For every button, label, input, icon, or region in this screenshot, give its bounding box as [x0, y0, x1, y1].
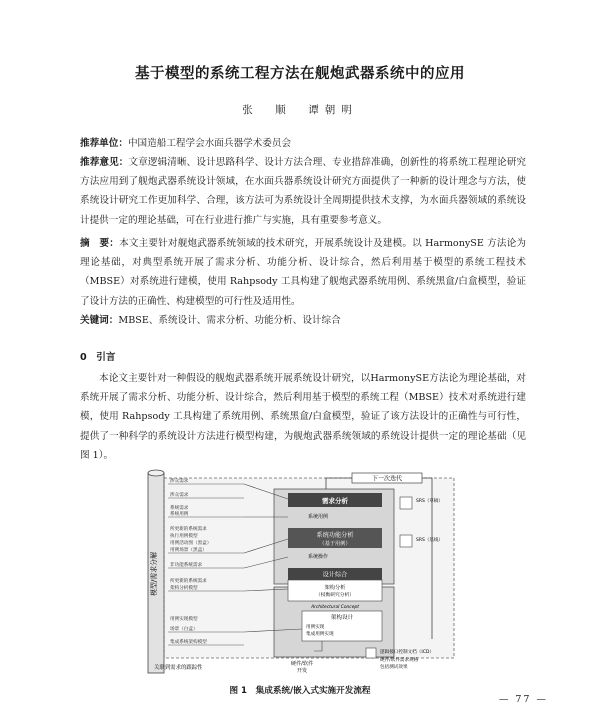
srs-draft-label: SRS（草稿） [416, 499, 443, 504]
left-item: 集成系统架构模型 [170, 640, 207, 645]
left-item: 架构分析模型 [170, 586, 198, 591]
req-tree-label: 模型/需求分解 [150, 551, 158, 597]
recommend-unit [80, 134, 526, 153]
req-analysis-label: 需求分析 [322, 497, 348, 505]
left-item: 用例实现模型 [170, 617, 198, 622]
srs-baseline-doc-icon [400, 535, 412, 547]
left-item: 系统需求 [170, 506, 189, 511]
next-iteration-label: 下一次迭代 [371, 475, 403, 483]
abstract-label: 摘 要： [80, 238, 120, 249]
recommend-unit-text: 中国造船工程学会水面兵器学术委员会 [127, 138, 292, 149]
func-analysis-sub: （基于用例） [319, 541, 351, 547]
arch-analysis-sub: （权衡研究分析） [315, 593, 355, 598]
icd-doc-icon [366, 648, 376, 658]
sys-ops-label: 系统操作 [308, 554, 329, 560]
paper-title: 基于模型的系统工程方法在舰炮武器系统中的应用 [135, 66, 465, 82]
recommend-opinion-text: 文章逻辑清晰、设计思路科学、设计方法合理、专业措辞准确，创新性的将系统工程理论研究方法应用到了舰炮武器系统设计领域，在水面兵器系统设计研究方面提供了一种新的设计理念与方法，使系统设计研究工作更加科学、合理，该方法可为系统设计全周期提供技术支撑，为水面兵器领域的系统设计提供一定的理论基础，可在行业进行推广与实施，具有重要参考意义。 [80, 157, 527, 226]
srs-draft-doc-icon [400, 497, 412, 509]
caption-label: 图 1 [229, 686, 248, 696]
srs-baseline-label: SRS（基线） [416, 538, 443, 543]
abstract [80, 234, 526, 311]
figure-1 [134, 469, 466, 676]
arch-design-item: 用例实现 [306, 625, 325, 630]
left-item: 场景（白盒） [170, 627, 198, 632]
left-item: 系统用例 [170, 512, 189, 517]
paper-authors: 张 顺 谭朝明 [242, 104, 358, 116]
design-synth-label: 设计综合 [322, 571, 348, 579]
left-item: 非功能系统需求 [170, 563, 203, 568]
arch-design-label: 架构设计 [330, 615, 354, 621]
left-item: 用例场景（黑盒） [170, 548, 207, 553]
caption-text: 集成系统/嵌入式实施开发流程 [255, 686, 371, 696]
arch-analysis-label: 架构分析 [324, 585, 346, 591]
recommend-unit-label: 推荐单位： [80, 138, 128, 149]
sys-usecase-label: 系统用例 [308, 514, 329, 520]
left-item: 涉众需求 [170, 493, 189, 498]
test-suite-label: 包括测试效果 [380, 665, 408, 670]
dev-label: 开发 [296, 668, 308, 674]
left-item: 涉众需求 [170, 479, 189, 484]
arch-concept-label: Architectural Concept [311, 605, 359, 610]
recommend-opinion [80, 153, 526, 230]
recommend-opinion-label: 推荐意见： [80, 157, 129, 168]
arch-design-item: 集成用例实现 [306, 632, 334, 637]
pillar-top [148, 470, 164, 476]
page-number: — 77 — [498, 694, 548, 705]
link-text: 关联到需求的跟踪性 [154, 665, 203, 671]
func-analysis-label: 系统功能分析 [316, 532, 354, 539]
keywords-label: 关键词： [80, 315, 119, 326]
left-item: 用例活动图（黑盒） [170, 541, 212, 546]
icd-label: 逻辑接口控制文档（ICD） [380, 650, 435, 655]
hw-sw-label: 硬件/软件 [290, 661, 314, 667]
left-item: 执行用例模型 [170, 534, 198, 539]
abstract-text: 本文主要针对舰炮武器系统领域的技术研究，开展系统设计及建模。以 HarmonySE 方法论为理论基础，对典型系统开展了需求分析、功能分析、设计综合，然后利用基于模型的系统工程技术（MBSE）对系统进行建模，使用 Rahpsody 工具构建了舰炮武器系统用例、系统黑盒/白盒模型，验证了设计方法的正确性、构建模型的可行性及适用性。 [80, 238, 526, 307]
keywords [80, 311, 526, 330]
intro-paragraph: 本论文主要针对一种假设的舰炮武器系统开展系统设计研究，以HarmonySE方法论为理论基础，对系统开展了需求分析、功能分析、设计综合，然后利用基于模型的系统工程（MBSE）技术对系统进行建模，使用 Rahpsody 工具构建了系统用例、系统黑盒/白盒模型，验证了该方法设计的正确性与可行性，提供了一种科学的系统设计方法进行模型构建，为舰炮武器系统领域的系统设计提供一定的理论基础（见图 1）。 [80, 373, 526, 461]
left-item: 所更新的系统需求 [170, 579, 207, 584]
section-heading: 0 引言 [80, 352, 116, 363]
hwsw-req-label: 硬件/软件需求规格 [380, 658, 419, 663]
left-item: 所更新的系统需求 [170, 527, 207, 532]
keywords-text: MBSE、系统设计、需求分析、功能分析、设计综合 [118, 315, 341, 326]
